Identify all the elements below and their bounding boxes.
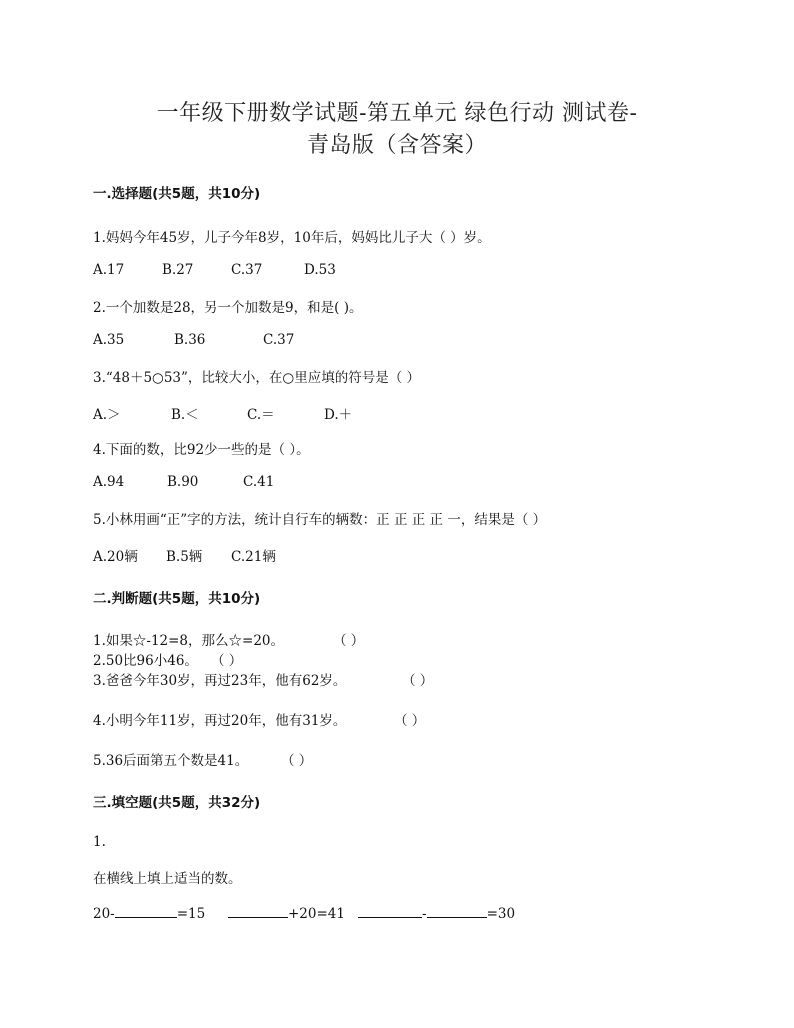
question-2: 2.一个加数是28，另一个加数是9，和是( )。 [93,300,363,316]
judge-item-4 [93,709,426,729]
option-a: A.94 [93,474,125,490]
section2-heading: 二.判断题(共5题，共10分) [93,591,261,607]
answer-paren: （ ） [402,673,434,689]
option-a: A.＞ [93,407,121,423]
equation-1-right: =15 [176,906,206,922]
equation-3-minus: - [422,906,427,922]
question-3: 3.“48＋5○53”，比较大小，在○里应填的符号是（ ） [93,370,420,386]
answer-paren: （ ） [211,653,243,669]
option-b: B.＜ [171,407,199,423]
option-c: C.37 [263,332,295,348]
answer-paren: （ ） [281,753,313,769]
question-1: 1.妈妈今年45岁，儿子今年8岁，10年后，妈妈比儿子大（ ）岁。 [93,230,491,246]
equation-row [93,903,533,923]
section1-heading: 一.选择题(共5题，共10分) [93,186,261,202]
option-d: D.＋ [324,407,353,423]
fill-question-number: 1. [93,834,106,850]
page-title-line1: 一年级下册数学试题-第五单元 绿色行动 测试卷- [156,101,638,126]
judge-item-text: 1.如果☆-12=8，那么☆=20。 [93,633,285,649]
option-c: C.21辆 [231,549,276,565]
judge-item-text: 4.小明今年11岁，再过20年，他有31岁。 [93,713,347,729]
option-a: A.20辆 [93,549,138,565]
section3-heading: 三.填空题(共5题，共32分) [93,795,261,811]
equation-3-right: =30 [486,906,516,922]
option-a: A.17 [93,262,125,278]
option-b: B.5辆 [166,549,203,565]
judge-item-3 [93,669,434,689]
answer-paren: （ ） [394,713,426,729]
option-d: D.53 [304,262,336,278]
blank-input[interactable] [115,903,177,918]
page-title-line2: 青岛版（含答案） [306,133,487,158]
judge-item-5 [93,749,313,769]
blank-input[interactable] [427,903,487,918]
answer-paren: （ ） [333,633,365,649]
blank-input[interactable] [228,903,288,918]
fill-question-instruction: 在横线上填上适当的数。 [93,871,242,887]
equation-3 [358,903,515,922]
judge-item-text: 2.50比96小46。 [93,653,198,669]
equation-2 [228,903,345,922]
question-5: 5.小林用画“正”字的方法，统计自行车的辆数：正 正 正 正 一，结果是（ ） [93,512,547,528]
judge-item-text: 5.36后面第五个数是41。 [93,753,249,769]
option-c: C.41 [243,474,275,490]
judge-item-2 [93,649,243,669]
option-b: B.90 [167,474,199,490]
judge-item-text: 3.爸爸今年30岁，再过23年，他有62岁。 [93,673,347,689]
blank-input[interactable] [358,903,422,918]
equation-2-right: +20=41 [288,906,345,922]
option-b: B.36 [174,332,206,348]
equation-1-left: 20- [93,906,115,922]
option-c: C.37 [231,262,263,278]
option-c: C.＝ [247,407,275,423]
equation-1 [93,903,205,922]
judge-item-1 [93,629,365,649]
question-4: 4.下面的数，比92少一些的是（ ）。 [93,442,310,458]
option-b: B.27 [162,262,194,278]
option-a: A.35 [93,332,125,348]
